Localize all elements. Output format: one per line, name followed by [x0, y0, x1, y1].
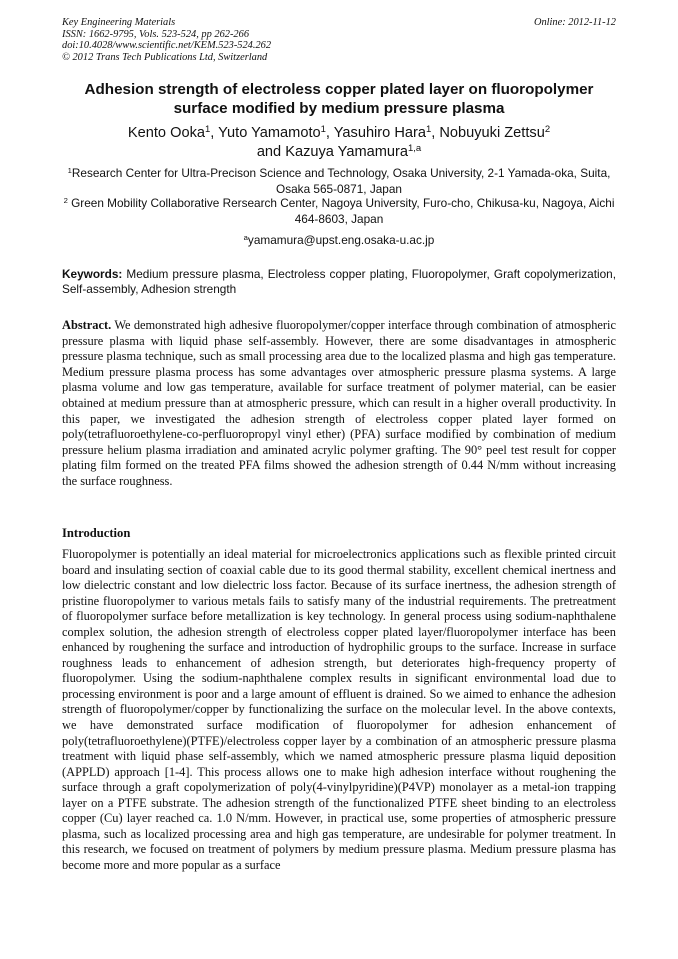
introduction-text: Fluoropolymer is potentially an ideal material for microelectronics applications such as flexible printed circuit board and insulating section of coaxial cable due to its good thermal stability, excellent chemical inertness and low dielectric constant and low dielectric loss factor. Because of its surface inertness, the adhesion strength of pristine fluoropolymer to various metals fails to satisfy many of the industrial requirements. The pretreatment of fluoropolymer surface before metallization is key technology. In general process using sodium-naphthalene complex solution, the adhesion strength of electroless copper plated layer/fluoropolymer interface has been enhanced by roughening the surface and introduction of hydrophilic groups to the surface. Increase in surface roughness leads to enhancement of adhesion strength, but deteriorates high-frequency property of fluoropolymer. Using the sodium-naphthalene complex results in significant environmental load due to processing environment is poor and a large amount of effluent is drained. So we aimed to enhance the adhesion strength of fluoropolymer/copper by functionalizing the surface on the molecular level. In the above contexts, we have demonstrated surface modification of fluoropolymer for adhesion enhancement of poly(tetrafluoroethylene)(PTFE)/electroless copper layer by a combination of an atmospheric pressure plasma treatment with liquid phase self-assembly, which we named atmospheric pressure plasma liquid deposition (APPLD) approach [1-4]. This process allows one to make high adhesion interface without roughening the surface through a graft copolymerization of poly(4-vinylpyridine)(P4VP) monolayer as a metal-ion trapping layer on a PTFE substrate. The adhesion strength of the functionalized PTFE sheet binding to an electroless copper (Cu) layer reached ca. 1.0 N/mm. However, in practical use, some properties of atmospheric pressure plasma, such as localized processing area and high gas temperature, are undesirable for polymer treatment. In this research, we focused on treatment of polymers by medium pressure plasma. Medium pressure plasma has become more and more popular as a surface	[62, 547, 616, 872]
issn-line: ISSN: 1662-9795, Vols. 523-524, pp 262-266	[62, 28, 250, 40]
author-name: Nobuyuki Zettsu	[439, 125, 545, 141]
author-name: Kento Ooka	[127, 125, 205, 141]
abstract-section	[62, 318, 616, 490]
keywords-label: Keywords:	[62, 267, 123, 281]
author-affiliation-mark: 1	[320, 124, 326, 136]
author-name: Yuto Yamamoto	[218, 125, 321, 141]
doi-line: doi:10.4028/www.scientific.net/KEM.523-524.262	[62, 40, 272, 51]
author-separator: and	[256, 144, 286, 160]
affiliation-text: Research Center for Ultra-Precison Science and Technology, Osaka University, 2-1 Yamada-oka, Suita, Osaka 565-0871, Japan	[71, 166, 611, 196]
affiliation-1	[62, 166, 616, 197]
affiliation-mark: 1	[67, 166, 72, 176]
abstract-text: We demonstrated high adhesive fluoropolymer/copper interface through combination of atmospheric pressure plasma with liquid phase self-assembly. However, there are some disadvantages in atmospheric pressure plasma technique, such as small processing area due to the localized plasma and high gas temperature. Medium pressure plasma process has some advantages over atmospheric pressure plasma systems. A large plasma volume and low gas temperature, available for surface treatment of polymer material, can be easier obtained at medium pressure than at atmospheric pressure, which can result in a higher overall productivity. In this paper, we investigated the adhesion strength of electroless copper plated layer formed on poly(tetrafluoroethylene-co-perfluoropropyl vinyl ether) (PFA) surface modified by combination of medium pressure helium plasma irradiation and aminated acrylic polymer grafting. The 90° peel test result for copper plating film formed on the treated PFA films showed the adhesion strength of 0.44 N/mm without increasing the surface roughness.	[62, 318, 616, 488]
abstract-label: Abstract.	[62, 318, 112, 332]
journal-name: Key Engineering Materials	[62, 17, 176, 28]
author-affiliation-mark: 1,a	[407, 143, 422, 155]
author-separator: ,	[431, 125, 440, 141]
copyright-line: © 2012 Trans Tech Publications Ltd, Switzerland	[62, 51, 268, 63]
journal-header	[62, 17, 616, 63]
affiliation-2	[62, 196, 616, 227]
author-affiliation-mark: 2	[544, 124, 551, 136]
email-address: yamamura@upst.eng.osaka-u.ac.jp	[247, 233, 435, 247]
paper-title: Adhesion strength of electroless copper plated layer on fluoropolymer surface modified by medium pressure plasma	[84, 81, 594, 117]
corresponding-email	[62, 233, 616, 248]
author-name: Kazuya Yamamura	[285, 144, 408, 160]
keywords-text: Medium pressure plasma, Electroless copper plating, Fluoropolymer, Graft copolymerization, Self-assembly, Adhesion strength	[62, 267, 616, 297]
keywords-section	[62, 267, 616, 298]
author-separator: ,	[210, 125, 219, 141]
author-affiliation-mark: 1	[425, 124, 432, 136]
introduction-heading: Introduction	[62, 526, 131, 540]
affiliation-mark: 2	[63, 196, 68, 206]
email-mark: a	[243, 233, 248, 243]
author-separator: ,	[325, 125, 334, 141]
affiliation-text: Green Mobility Collaborative Rersearch Center, Nagoya University, Furo-cho, Chikusa-ku, Nagoya, Aichi 464-8603, Japan	[71, 196, 615, 226]
author-list	[62, 124, 616, 162]
author-name: Yasuhiro Hara	[333, 125, 426, 141]
author-affiliation-mark: 1	[204, 124, 211, 136]
online-date: Online: 2012-11-12	[533, 17, 616, 28]
